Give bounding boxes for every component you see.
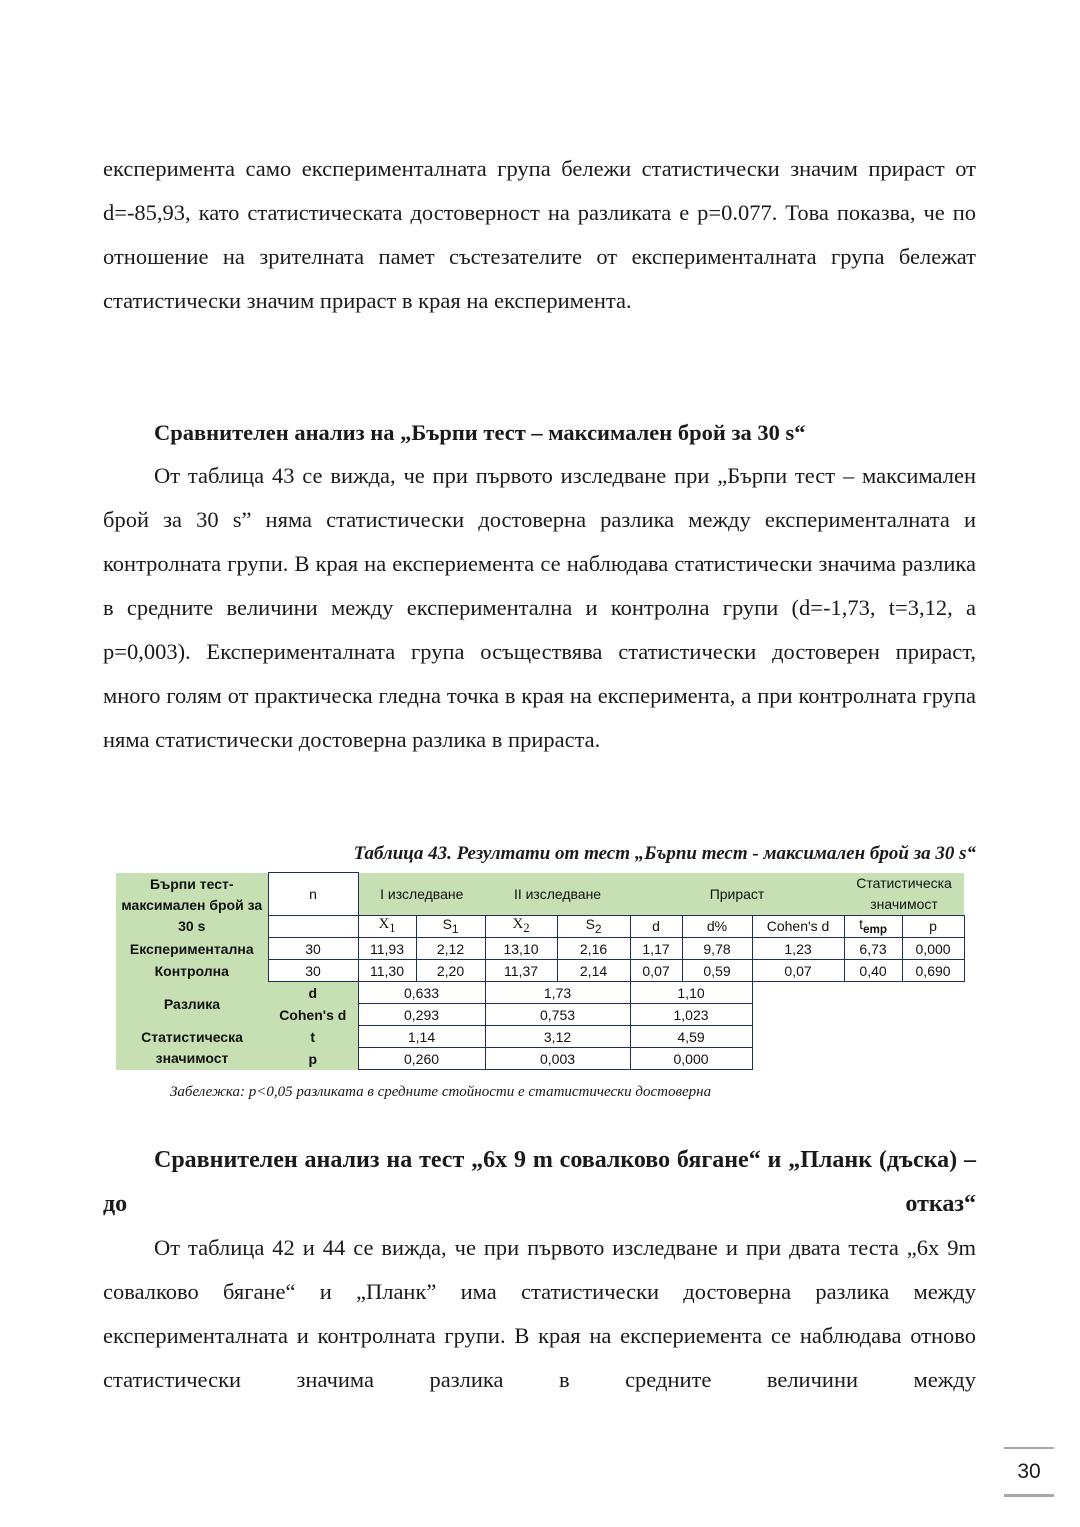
study2-header: II изследване: [485, 873, 630, 916]
cell-s1: 2,20: [416, 960, 485, 982]
cell-dpct: 9,78: [682, 938, 752, 960]
cell-x2: 13,10: [485, 938, 557, 960]
table-row: [116, 938, 964, 960]
sig-v2: 3,12: [485, 1026, 630, 1048]
cell-p: 0,000: [902, 938, 964, 960]
diff-v3: 1,10: [630, 982, 752, 1004]
diff-label: Разлика: [116, 982, 268, 1026]
cell-s2: 2,14: [557, 960, 630, 982]
empty-cell: [752, 1004, 964, 1026]
sig-stat: t: [268, 1026, 358, 1048]
empty-cell: [752, 982, 964, 1004]
cohen-header: Cohen's d: [752, 915, 844, 938]
mean2-header: $\overline{X}_2$: [485, 915, 557, 938]
cell-n: 30: [268, 938, 358, 960]
diff-row: [116, 982, 964, 1004]
diff-v2: 1,73: [485, 982, 630, 1004]
test-name-header: Бърпи тест-максимален брой за 30 s: [116, 873, 268, 938]
cell-x1: 11,93: [358, 938, 416, 960]
table-note: Забележка: p<0,05 разликата в средните стойности е статистически достоверна: [170, 1084, 712, 1100]
table-row: [116, 960, 964, 982]
mean1-header: $\overline{X}_1$: [358, 915, 416, 938]
sig-v1: 1,14: [358, 1026, 485, 1048]
empty-cell: [752, 1026, 964, 1048]
diff-v3: 1,023: [630, 1004, 752, 1026]
cell-cohen: 0,07: [752, 960, 844, 982]
study1-header: I изследване: [358, 873, 485, 916]
d-header: d: [630, 915, 682, 938]
cell-p: 0,690: [902, 960, 964, 982]
diff-v1: 0,633: [358, 982, 485, 1004]
gain-header: Прираст: [630, 873, 844, 916]
heading-shuttle-plank-text: Сравнителен анализ на тест „6х 9 m совалково бягане“ и „Планк (дъска) – до отказ“: [103, 1147, 976, 1217]
diff-v1: 0,293: [358, 1004, 485, 1026]
dpct-header: d%: [682, 915, 752, 938]
heading-shuttle-plank: [103, 1138, 976, 1226]
empty-cell: [752, 1048, 964, 1070]
cell-x1: 11,30: [358, 960, 416, 982]
n-subheader-cell: [268, 915, 358, 938]
sig-v2: 0,003: [485, 1048, 630, 1070]
sig-v3: 0,000: [630, 1048, 752, 1070]
cell-cohen: 1,23: [752, 938, 844, 960]
n-header: n: [268, 873, 358, 916]
sig-row: [116, 1026, 964, 1048]
diff-stat: d: [268, 982, 358, 1004]
cell-s2: 2,16: [557, 938, 630, 960]
diff-v2: 0,753: [485, 1004, 630, 1026]
sig-v3: 4,59: [630, 1026, 752, 1048]
sig-stat: p: [268, 1048, 358, 1070]
cell-temp: 6,73: [844, 938, 902, 960]
sd1-header: $S_1$: [416, 915, 485, 938]
cell-x2: 11,37: [485, 960, 557, 982]
sig-label: Статистическа значимост: [116, 1026, 268, 1070]
table-caption: Таблица 43. Резултати от тест „Бърпи тест - максимален брой за 30 s“: [353, 843, 976, 864]
paragraph-burpee: От таблица 43 се вижда, че при първото изследване при „Бърпи тест – максимален брой за 30 s” няма статистически достоверна разлика между експерименталната и контролната групи. В края на експериемента се наблюдава статистически значима разлика в средните величини между експериментална и контролна групи (d=-1,73, t=3,12, а p=0,003). Експерименталната група осъществява статистически достоверен прираст, много голям от практическа гледна точка в края на експеримента, а при контролната група няма статистически достоверна разлика в прираста.: [103, 463, 976, 752]
cell-dpct: 0,59: [682, 960, 752, 982]
diff-stat: Cohen's d: [268, 1004, 358, 1026]
paragraph-visual-memory: експеримента само експерименталната група бележи статистически значим прираст от d=-85,93, като статистическата достоверност на разликата е p=0.077. Това показва, че по отношение на зрителната памет състезателите от експерименталната група бележат статистически значим прираст в края на експеримента.: [103, 156, 976, 313]
sig-v1: 0,260: [358, 1048, 485, 1070]
p-header: p: [902, 915, 964, 938]
cell-d: 1,17: [630, 938, 682, 960]
significance-header: Статистическа значимост: [844, 873, 964, 916]
row-label: Контролна: [116, 960, 268, 982]
temp-header: $t_{emp}$: [844, 915, 902, 938]
results-table: [116, 872, 965, 1070]
cell-s1: 2,12: [416, 938, 485, 960]
paragraph-shuttle-plank: От таблица 42 и 44 се вижда, че при първото изследване и при двата теста „6х 9m совалково бягане“ и „Планк” има статистически достоверна разлика между експерименталната и контролната групи. В края на експериемента се наблюдава отново статистически значима разлика в средните величини между: [103, 1235, 976, 1392]
cell-temp: 0,40: [844, 960, 902, 982]
cell-d: 0,07: [630, 960, 682, 982]
page-number: 30: [1004, 1447, 1054, 1497]
row-label: Експериментална: [116, 938, 268, 960]
heading-burpee: Сравнителен анализ на „Бърпи тест – максимален брой за 30 s“: [154, 420, 806, 445]
cell-n: 30: [268, 960, 358, 982]
sd2-header: $S_2$: [557, 915, 630, 938]
